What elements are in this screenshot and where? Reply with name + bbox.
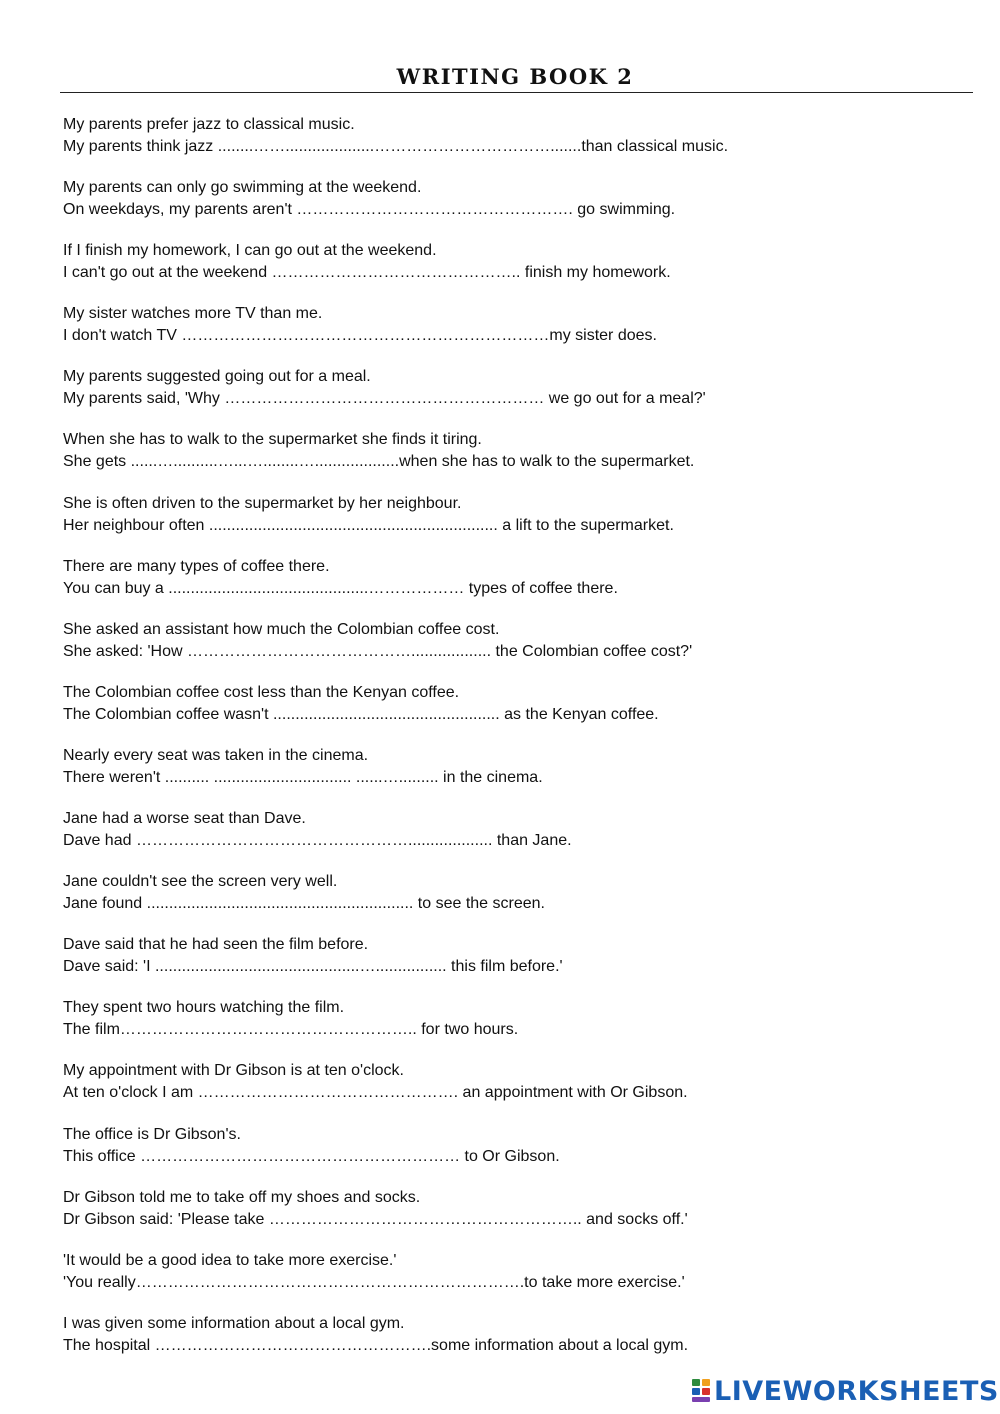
original-sentence: My parents suggested going out for a meal. — [63, 368, 371, 386]
rewrite-sentence: The film……………………………………………….. for two hours. — [63, 1021, 519, 1039]
original-sentence: Dr Gibson told me to take off my shoes and socks. — [63, 1188, 421, 1206]
original-sentence: When she has to walk to the supermarket she finds it tiring. — [63, 431, 482, 449]
original-sentence: Nearly every seat was taken in the cinema. — [63, 746, 369, 764]
page-title: WRITING BOOK 2 — [396, 64, 634, 89]
exercise-item — [63, 366, 783, 429]
rewrite-sentence: On weekdays, my parents aren't ……………………………………………. go swimming. — [63, 201, 676, 219]
rewrite-sentence: You can buy a .............................................……………… types of coffee there. — [63, 579, 618, 597]
rewrite-sentence: 'You really……………………………………………………………….to take more exercise.' — [63, 1273, 685, 1291]
original-sentence: 'It would be a good idea to take more exercise.' — [63, 1251, 397, 1269]
rewrite-sentence: The hospital …………………………………………….some information about a local gym. — [63, 1336, 689, 1354]
liveworksheets-logo-text: LIVEWORKSHEETS — [714, 1375, 999, 1407]
exercise-item — [63, 429, 783, 492]
original-sentence: My sister watches more TV than me. — [63, 305, 323, 323]
original-sentence: My parents can only go swimming at the weekend. — [63, 179, 422, 197]
exercise-item — [63, 177, 783, 240]
title-divider — [60, 92, 973, 93]
original-sentence: My parents prefer jazz to classical music. — [63, 116, 355, 133]
exercise-list — [63, 114, 783, 1376]
exercise-item — [63, 114, 783, 177]
exercise-item — [63, 1187, 783, 1250]
rewrite-sentence: Dave had ……………………………………………................... than Jane. — [63, 832, 572, 850]
original-sentence: There are many types of coffee there. — [63, 557, 330, 575]
exercise-item — [63, 745, 783, 808]
rewrite-sentence: My parents said, 'Why …………………………………………………… we go out for a meal?' — [63, 390, 706, 408]
original-sentence: Jane had a worse seat than Dave. — [63, 810, 306, 828]
exercise-item — [63, 934, 783, 997]
exercise-item — [63, 682, 783, 745]
original-sentence: Jane couldn't see the screen very well. — [63, 873, 338, 891]
original-sentence: She asked an assistant how much the Colombian coffee cost. — [63, 620, 500, 638]
exercise-item — [63, 556, 783, 619]
exercise-item — [63, 808, 783, 871]
exercise-item — [63, 1124, 783, 1187]
exercise-item — [63, 240, 783, 303]
liveworksheets-logo-icon — [692, 1379, 712, 1403]
exercise-item — [63, 619, 783, 682]
rewrite-sentence: I can't go out at the weekend ……………………………………….. finish my homework. — [63, 264, 671, 282]
rewrite-sentence: She asked: 'How …………………………………….................. the Colombian coffee cost?' — [63, 642, 693, 660]
rewrite-sentence: The Colombian coffee wasn't ................................................... as the Kenyan coffee. — [63, 705, 659, 723]
rewrite-sentence: She gets ......…..........…...…........…...................when she has to walk to the supermarket. — [63, 453, 695, 471]
original-sentence: If I finish my homework, I can go out at the weekend. — [63, 242, 437, 260]
original-sentence: Dave said that he had seen the film before. — [63, 936, 369, 954]
liveworksheets-logo — [692, 1376, 999, 1406]
exercise-item — [63, 1313, 783, 1376]
rewrite-sentence: This office …………………………………………………… to Or Gibson. — [63, 1147, 560, 1165]
rewrite-sentence: Jane found ............................................................ to see the screen. — [63, 895, 545, 913]
rewrite-sentence: At ten o'clock I am …………………………………………. an appointment with Or Gibson. — [63, 1084, 688, 1102]
original-sentence: They spent two hours watching the film. — [63, 999, 345, 1017]
rewrite-sentence: My parents think jazz ........……....................…………………………….......than classical music. — [63, 138, 729, 155]
original-sentence: She is often driven to the supermarket by her neighbour. — [63, 494, 462, 512]
rewrite-sentence: Dave said: 'I ..............................................…................ this film before.' — [63, 958, 563, 976]
rewrite-sentence: Dr Gibson said: 'Please take ………………………………………………….. and socks off.' — [63, 1210, 688, 1228]
exercise-item — [63, 1060, 783, 1123]
exercise-item — [63, 871, 783, 934]
rewrite-sentence: I don't watch TV ……………………………………………………………my sister does. — [63, 327, 657, 345]
original-sentence: The office is Dr Gibson's. — [63, 1125, 241, 1143]
exercise-item — [63, 303, 783, 366]
rewrite-sentence: Her neighbour often ................................................................. a lift to the supermarket. — [63, 516, 674, 534]
original-sentence: The Colombian coffee cost less than the Kenyan coffee. — [63, 683, 460, 701]
rewrite-sentence: There weren't .......... ............................... ......…......... in the cinema. — [63, 768, 543, 786]
original-sentence: I was given some information about a local gym. — [63, 1314, 405, 1332]
exercise-item — [63, 997, 783, 1060]
exercise-item — [63, 493, 783, 556]
exercise-item — [63, 1250, 783, 1313]
original-sentence: My appointment with Dr Gibson is at ten o'clock. — [63, 1062, 404, 1080]
